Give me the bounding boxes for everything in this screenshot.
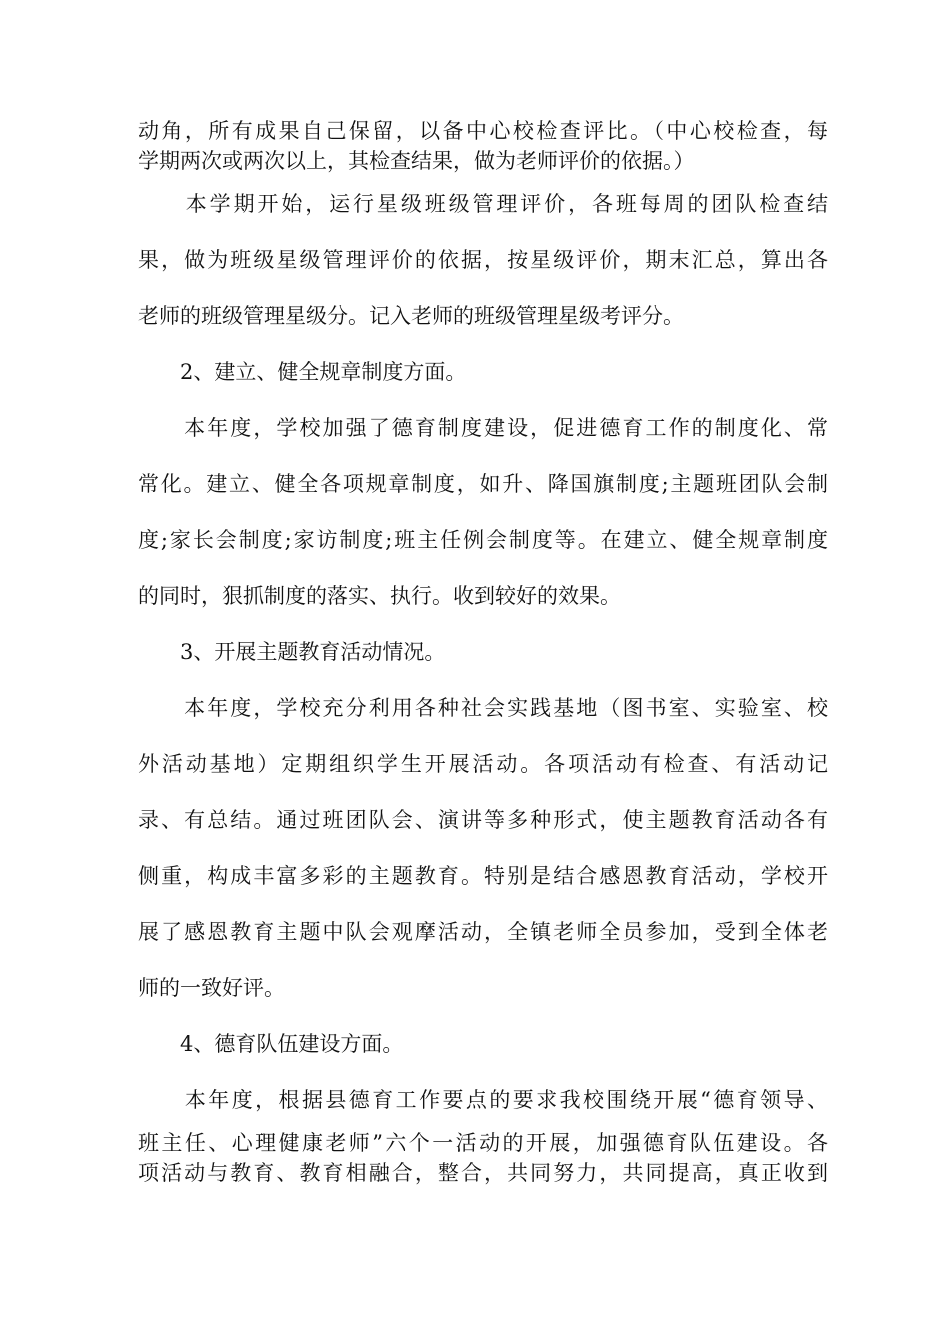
text-line: 展了感恩教育主题中队会观摩活动，全镇老师全员参加，受到全体老 [138, 920, 828, 944]
text-line: 班主任、心理健康老师”六个一活动的开展，加强德育队伍建设。各 [138, 1131, 828, 1155]
text-line: 侧重，构成丰富多彩的主题教育。特别是结合感恩教育活动，学校开 [138, 864, 828, 888]
text-line: 本年度，学校充分利用各种社会实践基地（图书室、实验室、校 [138, 696, 828, 720]
text-line: 常化。建立、健全各项规章制度，如升、降国旗制度;主题班团队会制 [138, 472, 828, 496]
text-line: 的同时，狠抓制度的落实、执行。收到较好的效果。 [138, 584, 621, 608]
text-line: 外活动基地）定期组织学生开展活动。各项活动有检查、有活动记 [138, 752, 828, 776]
text-line: 老师的班级管理星级分。记入老师的班级管理星级考评分。 [138, 304, 684, 328]
section-heading: 4、德育队伍建设方面。 [138, 1032, 404, 1056]
text-line: 动角，所有成果自己保留，以备中心校检查评比。（中心校检查，每 [138, 119, 828, 143]
section-heading: 3、开展主题教育活动情况。 [138, 640, 446, 664]
text-line: 本学期开始，运行星级班级管理评价，各班每周的团队检查结 [138, 192, 828, 216]
text-line: 师的一致好评。 [138, 976, 285, 1000]
text-line: 果，做为班级星级管理评价的依据，按星级评价，期末汇总，算出各 [138, 248, 828, 272]
text-line: 项活动与教育、教育相融合，整合，共同努力，共同提高，真正收到 [138, 1161, 828, 1185]
text-line: 录、有总结。通过班团队会、演讲等多种形式，使主题教育活动各有 [138, 808, 828, 832]
section-heading: 2、建立、健全规章制度方面。 [138, 360, 467, 384]
text-line: 本年度，学校加强了德育制度建设，促进德育工作的制度化、常 [138, 416, 828, 440]
text-line: 本年度，根据县德育工作要点的要求我校围绕开展“德育领导、 [138, 1088, 828, 1112]
text-line: 学期两次或两次以上，其检查结果，做为老师评价的依据。） [138, 149, 695, 173]
text-line: 度;家长会制度;家访制度;班主任例会制度等。在建立、健全规章制度 [138, 528, 828, 552]
